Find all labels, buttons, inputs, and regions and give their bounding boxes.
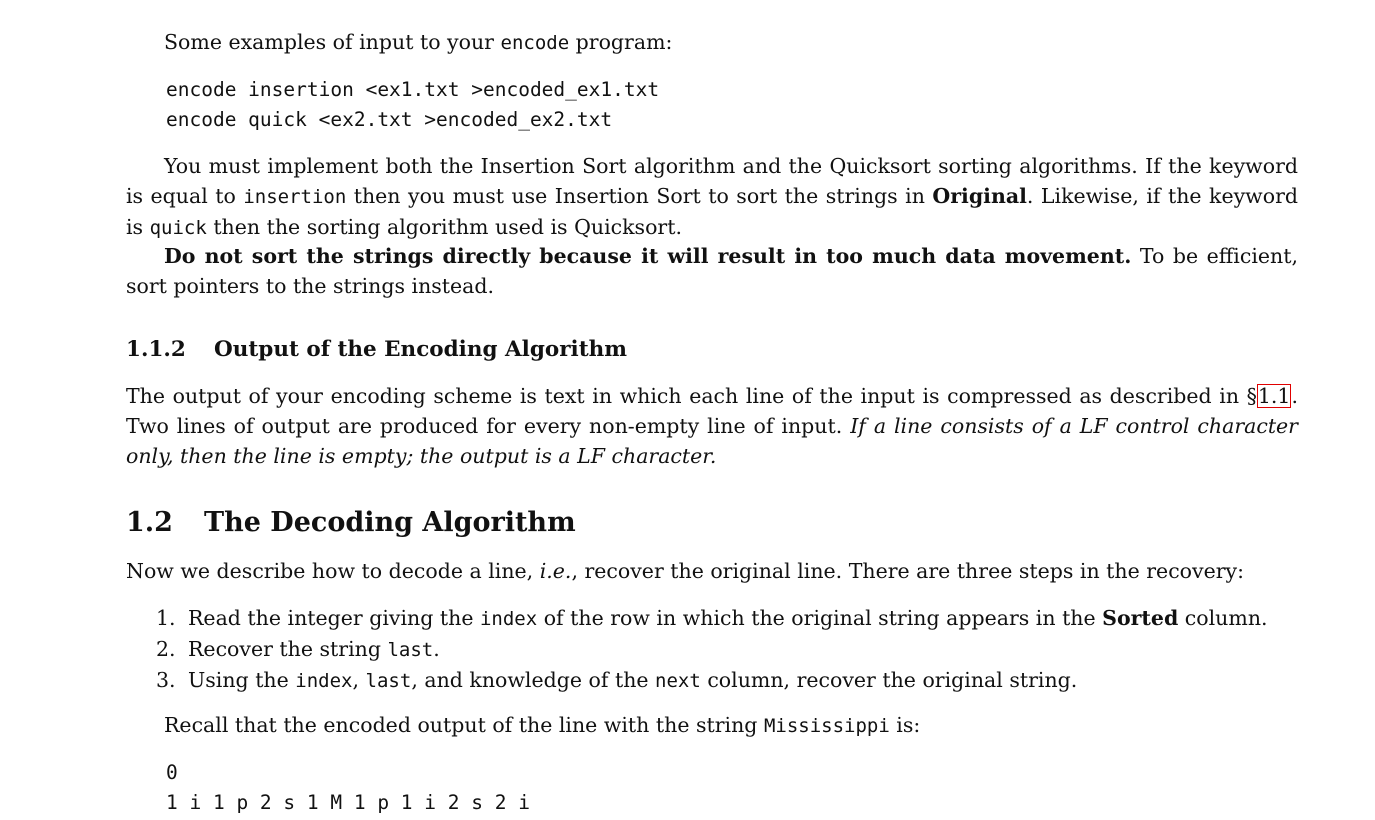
step-text: , [352,668,366,692]
step-text: of the row in which the original string appears in the [537,606,1103,630]
section-number: 1.1.2 [126,337,186,362]
section-title: The Decoding Algorithm [204,507,576,538]
sorting-paragraph [126,151,1298,243]
step-text: column. [1178,606,1268,630]
ie-abbrev: i.e. [539,559,572,583]
term-index: index [295,670,353,692]
encoded-output-line-1: 0 [166,761,178,784]
term-sorted: Sorted [1102,606,1179,630]
output-paragraph [126,381,1298,471]
recall-paragraph [164,710,920,741]
decode-intro-paragraph [126,556,1298,586]
para5-text-1: Recall that the encoded output of the line with the string [164,713,764,737]
example-code-line-1: encode insertion <ex1.txt >encoded_ex1.txt [166,78,660,101]
para4-text-2: , recover the original line. There are three steps in the recovery: [571,559,1245,583]
step-text: Using the [188,668,296,692]
step-number: 1. [156,606,176,630]
term-index: index [479,608,538,630]
section-title: Output of the Encoding Algorithm [214,337,628,362]
intro-code: encode [500,32,570,54]
step-number: 2. [156,637,176,661]
step-text: , and knowledge of the [411,668,656,692]
section-reference-link[interactable]: 1.1 [1257,384,1291,408]
para1-text-3: . Likewise, if the keyword is [126,184,1298,239]
step-number: 3. [156,668,176,692]
warning-bold: Do not sort the strings directly because it will result in too much data movement. [164,244,1132,268]
mississippi-code: Mississippi [763,715,890,737]
para1-text-1: You must implement both the Insertion Sort algorithm and the Quicksort sorting algorithms. If the keyword is equal to [126,154,1298,208]
para5-text-2: is: [889,713,921,737]
recovery-steps-list [126,603,1268,696]
section-sign: § [1246,384,1257,408]
step-text: Read the integer giving the [188,606,480,630]
para3-text-1: The output of your encoding scheme is text in which each line of the input is compressed as described in [126,384,1247,408]
intro-text: Some examples of input to your [164,30,501,54]
list-item [156,603,1268,634]
para4-text-1: Now we describe how to decode a line, [126,559,540,583]
intro-paragraph [164,27,672,58]
keyword-quick: quick [149,217,207,239]
step-text: . [433,637,440,661]
keyword-insertion: insertion [243,186,347,208]
empty-line-note: If a line consists of a LF control character only, then the line is empty; the output is a LF character. [126,414,1298,468]
term-last: last [365,670,412,692]
list-item [156,665,1268,696]
encoded-output-line-2: 1 i 1 p 2 s 1 M 1 p 1 i 2 s 2 i [166,791,530,814]
intro-text-end: program: [569,30,673,54]
pointer-paragraph [126,241,1298,301]
para2-text: To be efficient, sort pointers to the strings instead. [126,244,1298,298]
step-text: column, recover the original string. [700,668,1078,692]
para1-text-2: then you must use Insertion Sort to sort the strings in [346,184,933,208]
section-heading-1-1-2 [126,335,627,365]
section-heading-1-2 [126,506,576,540]
term-last: last [387,639,434,661]
para3-text-2: . Two lines of output are produced for every non-empty line of input. [126,384,1298,438]
term-next: next [655,670,701,692]
original-term: Original [932,184,1027,208]
example-code-line-2: encode quick <ex2.txt >encoded_ex2.txt [166,108,613,131]
step-text: Recover the string [188,637,388,661]
list-item [156,634,1268,665]
section-number: 1.2 [126,507,173,538]
para1-text-4: then the sorting algorithm used is Quicksort. [206,215,682,239]
